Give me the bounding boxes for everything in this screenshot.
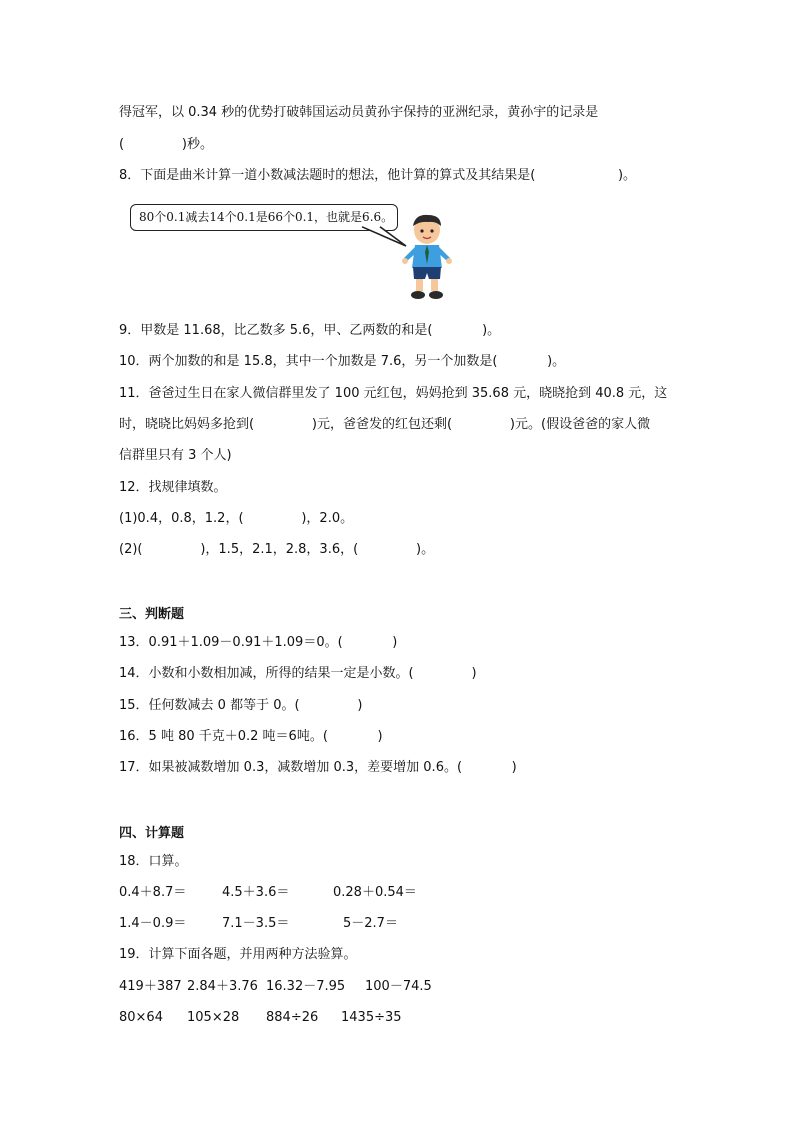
q19-item: 105×28 [187, 1010, 240, 1025]
q16: 16．5 吨 80 千克＋0.2 吨＝6吨。( ) [119, 729, 383, 744]
q18-title: 18．口算。 [119, 854, 188, 869]
section-calculation: 四、计算题 [119, 826, 185, 841]
q18-item: 4.5＋3.6＝ [222, 885, 290, 900]
boy-illustration [398, 212, 456, 302]
speech-bubble: 80个0.1减去14个0.1是66个0.1，也就是6.6。 [130, 204, 398, 231]
q19-item: 2.84＋3.76 [187, 979, 258, 994]
q19-item: 100－74.5 [365, 979, 432, 994]
q19-item: 1435÷35 [341, 1010, 402, 1025]
q14: 14．小数和小数相加减，所得的结果一定是小数。( ) [119, 666, 477, 681]
q19-item: 884÷26 [266, 1010, 319, 1025]
q11-line2: 时，晓晓比妈妈多抢到( )元，爸爸发的红包还剩( )元。(假设爸爸的家人微 [119, 417, 651, 432]
q12-part2: (2)( )，1.5，2.1，2.8，3.6，( )。 [119, 542, 435, 557]
section-judgment: 三、判断题 [119, 607, 185, 622]
q19-item: 419＋387 [119, 979, 182, 994]
q19-item: 80×64 [119, 1010, 163, 1025]
q8-text: 8．下面是曲米计算一道小数减法题时的想法，他计算的算式及其结果是( )。 [119, 168, 637, 183]
q18-item: 5－2.7＝ [343, 916, 398, 931]
q18-item: 0.28＋0.54＝ [333, 885, 417, 900]
q18-item: 7.1－3.5＝ [222, 916, 290, 931]
q17: 17．如果被减数增加 0.3，减数增加 0.3，差要增加 0.6。( ) [119, 760, 517, 775]
q18-item: 1.4－0.9＝ [119, 916, 187, 931]
q15: 15．任何数减去 0 都等于 0。( ) [119, 698, 363, 713]
q12-title: 12．找规律填数。 [119, 480, 227, 495]
q19-item: 16.32－7.95 [266, 979, 346, 994]
q10: 10．两个加数的和是 15.8，其中一个加数是 7.6，另一个加数是( )。 [119, 354, 566, 369]
q11-line1: 11．爸爸过生日在家人微信群里发了 100 元红包，妈妈抢到 35.68 元，晓晓抢到 40.8 元，这 [119, 386, 668, 401]
q9: 9．甲数是 11.68，比乙数多 5.6，甲、乙两数的和是( )。 [119, 323, 501, 338]
q11-line3: 信群里只有 3 个人) [119, 448, 232, 463]
q19-title: 19．计算下面各题，并用两种方法验算。 [119, 947, 357, 962]
q7-line1: 得冠军，以 0.34 秒的优势打破韩国运动员黄孙宇保持的亚洲纪录，黄孙宇的记录是 [119, 105, 599, 120]
q18-item: 0.4＋8.7＝ [119, 885, 187, 900]
q7-line2: ( )秒。 [119, 137, 213, 152]
q13: 13．0.91＋1.09－0.91＋1.09＝0。( ) [119, 635, 398, 650]
q12-part1: (1)0.4，0.8，1.2，( )，2.0。 [119, 511, 354, 526]
